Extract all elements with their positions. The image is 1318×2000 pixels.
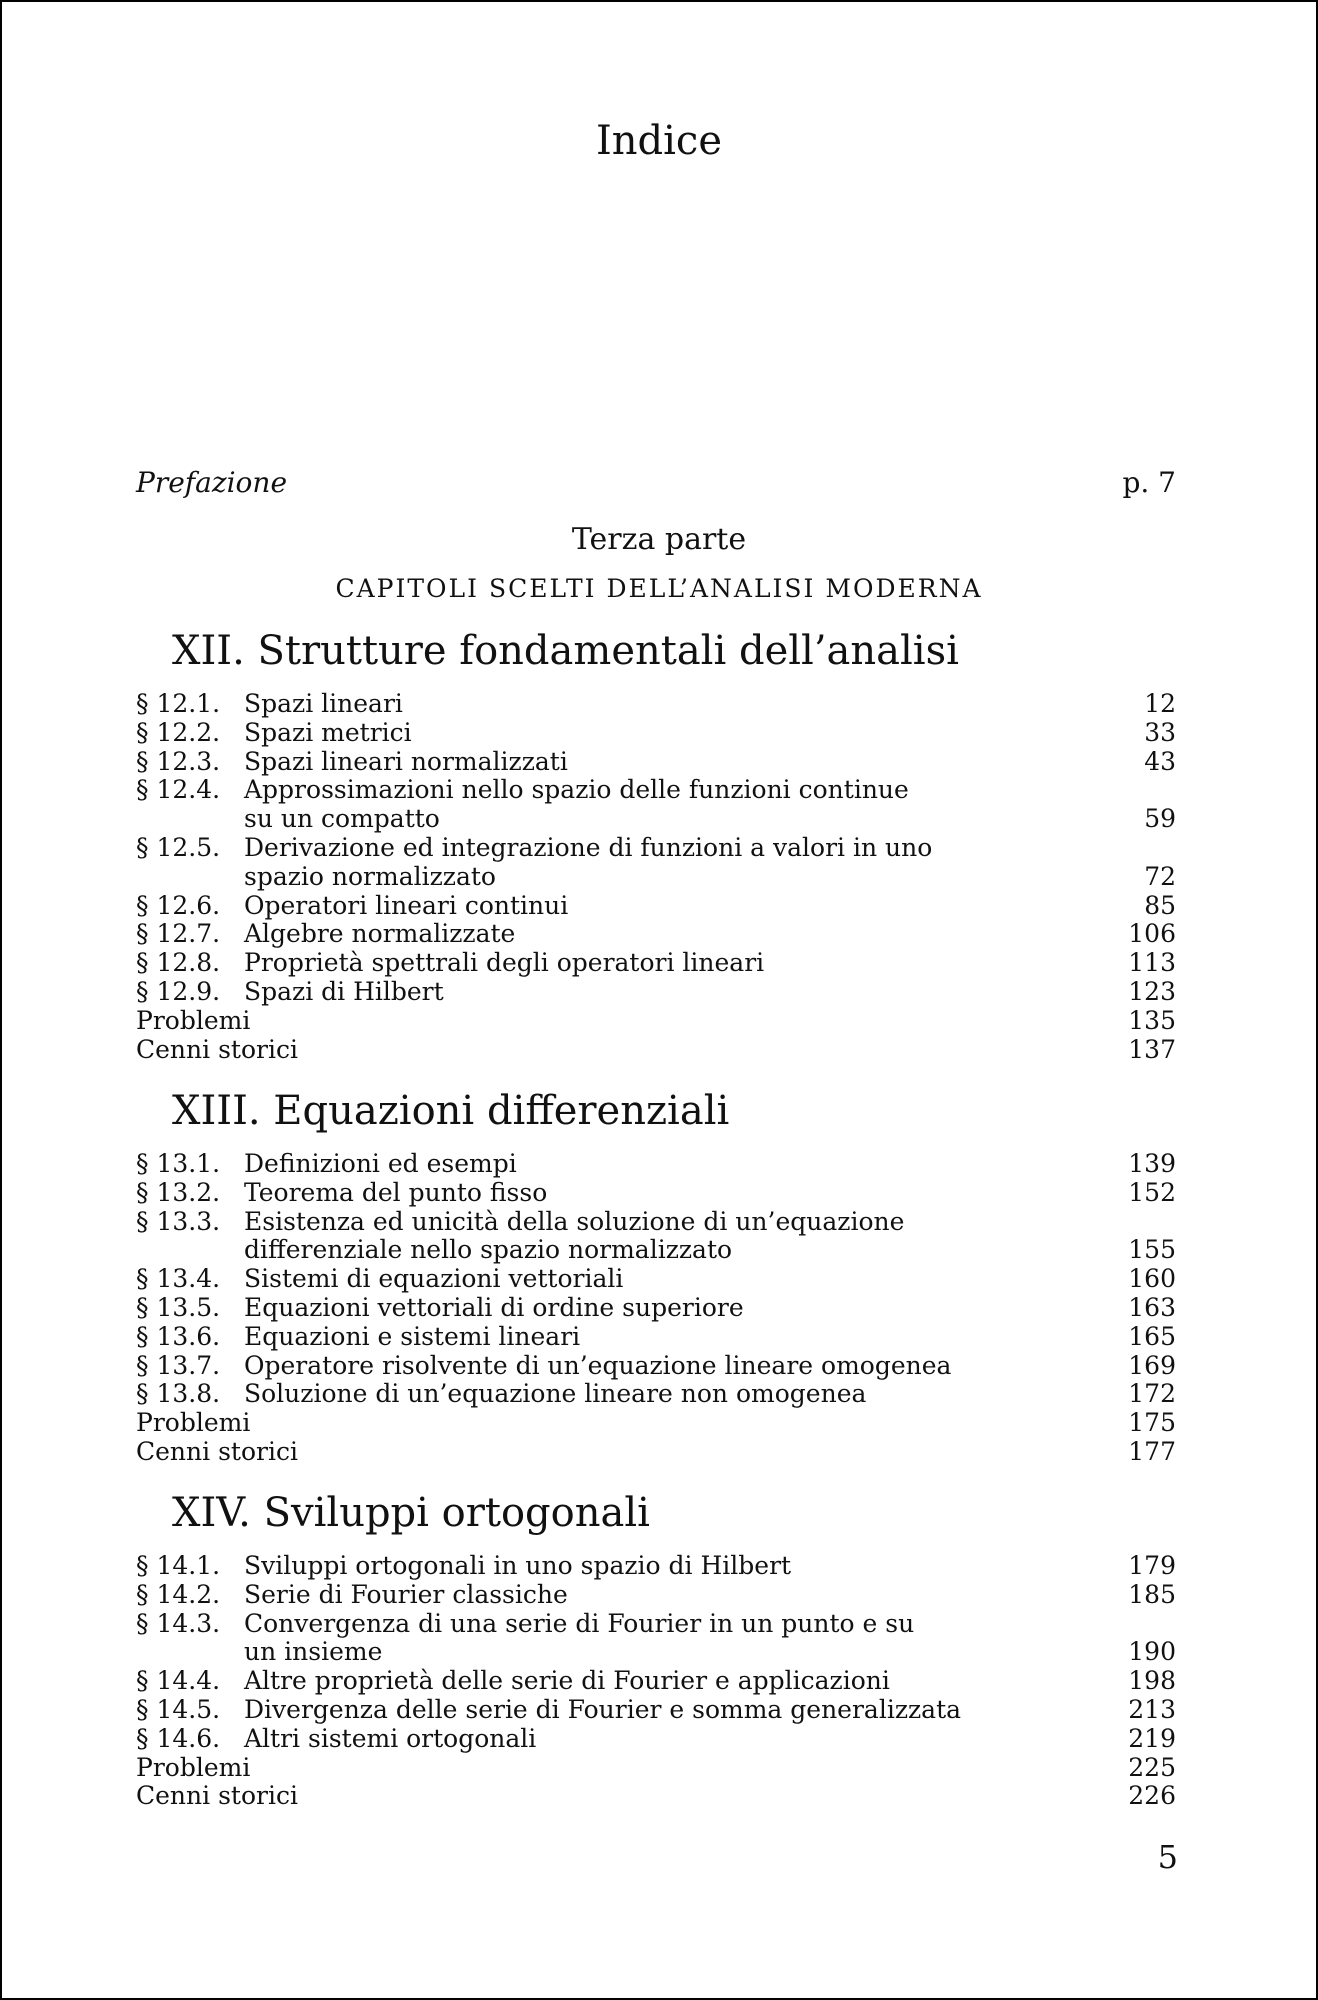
chapter-heading: XII. Strutture fondamentali dell’analisi <box>172 628 959 674</box>
toc-entry <box>136 949 1176 978</box>
section-number: § 13.8. <box>136 1379 221 1409</box>
section-title: Equazioni vettoriali di ordine superiore <box>244 1292 744 1322</box>
section-title: Spazi metrici <box>244 717 412 747</box>
page-ref: 226 <box>1128 1781 1176 1811</box>
page-ref: 85 <box>1144 890 1176 920</box>
page-ref: 163 <box>1128 1292 1176 1322</box>
toc-entry <box>136 1208 1176 1237</box>
toc-entry-continuation <box>136 805 1176 834</box>
toc-entry <box>136 748 1176 777</box>
toc-entry-continuation <box>136 1236 1176 1265</box>
section-title: Algebre normalizzate <box>244 919 516 949</box>
part-title: Terza parte <box>571 522 747 557</box>
page-ref: 155 <box>1128 1235 1176 1265</box>
toc-entry <box>136 1696 1176 1725</box>
page-ref: 113 <box>1128 948 1176 978</box>
toc-entry <box>136 1782 1176 1811</box>
toc-entry <box>136 834 1176 863</box>
page-ref: 135 <box>1128 1005 1176 1035</box>
section-title: Problemi <box>136 1005 251 1035</box>
toc-entry <box>136 1294 1176 1323</box>
page-ref: 165 <box>1128 1321 1176 1351</box>
section-title-continuation: su un compatto <box>244 804 440 834</box>
page-ref: 177 <box>1128 1436 1176 1466</box>
section-number: § 13.5. <box>136 1292 221 1322</box>
page-title: Indice <box>595 118 723 164</box>
toc-entry <box>136 719 1176 748</box>
toc-entry <box>136 776 1176 805</box>
section-number: § 13.4. <box>136 1264 221 1294</box>
chapter-toc <box>136 690 1176 1064</box>
preface-entry <box>136 466 1176 499</box>
section-title: Approssimazioni nello spazio delle funzioni continue <box>244 775 909 805</box>
page-ref: 123 <box>1128 976 1176 1006</box>
section-title: Cenni storici <box>136 1781 298 1811</box>
section-number: § 14.6. <box>136 1723 221 1753</box>
toc-entry <box>136 1409 1176 1438</box>
toc-entry <box>136 690 1176 719</box>
section-title: Proprietà spettrali degli operatori lineari <box>244 948 765 978</box>
section-title: Operatori lineari continui <box>244 890 569 920</box>
section-title: Operatore risolvente di un’equazione lineare omogenea <box>244 1350 952 1380</box>
section-number: § 14.3. <box>136 1608 221 1638</box>
page-ref: 106 <box>1128 919 1176 949</box>
section-title: Problemi <box>136 1752 251 1782</box>
page-ref: 160 <box>1128 1264 1176 1294</box>
section-title: Sistemi di equazioni vettoriali <box>244 1264 624 1294</box>
section-number: § 12.3. <box>136 746 221 776</box>
section-number: § 12.1. <box>136 689 221 718</box>
section-title: Serie di Fourier classiche <box>244 1579 568 1609</box>
section-title: Cenni storici <box>136 1034 298 1064</box>
page-ref: 169 <box>1128 1350 1176 1380</box>
section-title-continuation: spazio normalizzato <box>244 861 496 891</box>
chapter-heading: XIV. Sviluppi ortogonali <box>172 1490 650 1536</box>
section-title: Derivazione ed integrazione di funzioni a valori in uno <box>244 832 933 862</box>
page-ref: 225 <box>1128 1752 1176 1782</box>
toc-entry <box>136 978 1176 1007</box>
toc-entry <box>136 920 1176 949</box>
section-title: Divergenza delle serie di Fourier e somma generalizzata <box>244 1694 962 1724</box>
section-number: § 12.7. <box>136 919 221 949</box>
section-title: Spazi di Hilbert <box>244 976 444 1006</box>
section-number: § 12.5. <box>136 832 221 862</box>
page-ref: 152 <box>1128 1177 1176 1207</box>
section-title: Altre proprietà delle serie di Fourier e applicazioni <box>244 1666 890 1696</box>
page-ref: 198 <box>1128 1666 1176 1696</box>
page-ref: 190 <box>1128 1637 1176 1667</box>
section-number: § 14.2. <box>136 1579 221 1609</box>
page-ref: 72 <box>1144 861 1176 891</box>
preface-page: p. 7 <box>1122 466 1176 499</box>
page-ref: 172 <box>1128 1379 1176 1409</box>
toc-entry <box>136 1610 1176 1639</box>
section-number: § 13.7. <box>136 1350 221 1380</box>
page-ref: 185 <box>1128 1579 1176 1609</box>
page-ref: 219 <box>1128 1723 1176 1753</box>
toc-entry <box>136 1352 1176 1381</box>
section-number: § 13.1. <box>136 1149 221 1178</box>
section-number: § 12.8. <box>136 948 221 978</box>
toc-entry <box>136 1150 1176 1179</box>
toc-entry-continuation <box>136 1638 1176 1667</box>
section-number: § 12.2. <box>136 717 221 747</box>
toc-entry <box>136 1380 1176 1409</box>
page-ref: 137 <box>1128 1034 1176 1064</box>
section-title: Soluzione di un’equazione lineare non omogenea <box>244 1379 867 1409</box>
toc-entry <box>136 1007 1176 1036</box>
section-title: Convergenza di una serie di Fourier in un punto e su <box>244 1608 915 1638</box>
toc-entry-continuation <box>136 863 1176 892</box>
section-title: Sviluppi ortogonali in uno spazio di Hilbert <box>244 1551 792 1580</box>
section-number: § 13.2. <box>136 1177 221 1207</box>
section-title: Spazi lineari normalizzati <box>244 746 568 776</box>
toc-entry <box>136 1667 1176 1696</box>
section-title-continuation: un insieme <box>244 1637 383 1667</box>
section-number: § 14.1. <box>136 1551 221 1580</box>
section-number: § 13.3. <box>136 1206 221 1236</box>
toc-entry <box>136 1036 1176 1065</box>
section-number: § 12.6. <box>136 890 221 920</box>
part-subtitle: CAPITOLI SCELTI DELL’ANALISI MODERNA <box>335 574 983 603</box>
toc-entry <box>136 1179 1176 1208</box>
toc-entry <box>136 1265 1176 1294</box>
section-title: Problemi <box>136 1408 251 1438</box>
toc-entry <box>136 1438 1176 1467</box>
page-ref: 59 <box>1144 804 1176 834</box>
section-title: Altri sistemi ortogonali <box>244 1723 537 1753</box>
section-title: Teorema del punto fisso <box>244 1177 548 1207</box>
section-number: § 14.5. <box>136 1694 221 1724</box>
toc-entry <box>136 1581 1176 1610</box>
chapter-toc <box>136 1552 1176 1811</box>
page-ref: 213 <box>1128 1694 1176 1724</box>
section-title: Esistenza ed unicità della soluzione di un’equazione <box>244 1206 905 1236</box>
page-ref: 12 <box>1144 689 1176 718</box>
page-ref: 139 <box>1128 1149 1176 1178</box>
page-ref: 179 <box>1128 1551 1176 1580</box>
page-ref: 33 <box>1144 717 1176 747</box>
chapter-toc <box>136 1150 1176 1467</box>
section-title: Equazioni e sistemi lineari <box>244 1321 581 1351</box>
section-title: Spazi lineari <box>244 689 403 718</box>
page-ref: 175 <box>1128 1408 1176 1438</box>
toc-entry <box>136 1754 1176 1783</box>
toc-entry <box>136 892 1176 921</box>
section-title: Definizioni ed esempi <box>244 1149 517 1178</box>
preface-label: Prefazione <box>136 466 288 499</box>
chapter-heading: XIII. Equazioni differenziali <box>172 1088 730 1134</box>
section-number: § 12.9. <box>136 976 221 1006</box>
section-title-continuation: differenziale nello spazio normalizzato <box>244 1235 733 1265</box>
page-ref: 43 <box>1144 746 1176 776</box>
toc-entry <box>136 1552 1176 1581</box>
section-number: § 14.4. <box>136 1666 221 1696</box>
section-title: Cenni storici <box>136 1436 298 1466</box>
toc-entry <box>136 1323 1176 1352</box>
section-number: § 13.6. <box>136 1321 221 1351</box>
toc-entry <box>136 1725 1176 1754</box>
section-number: § 12.4. <box>136 775 221 805</box>
page-number: 5 <box>1157 1838 1178 1876</box>
